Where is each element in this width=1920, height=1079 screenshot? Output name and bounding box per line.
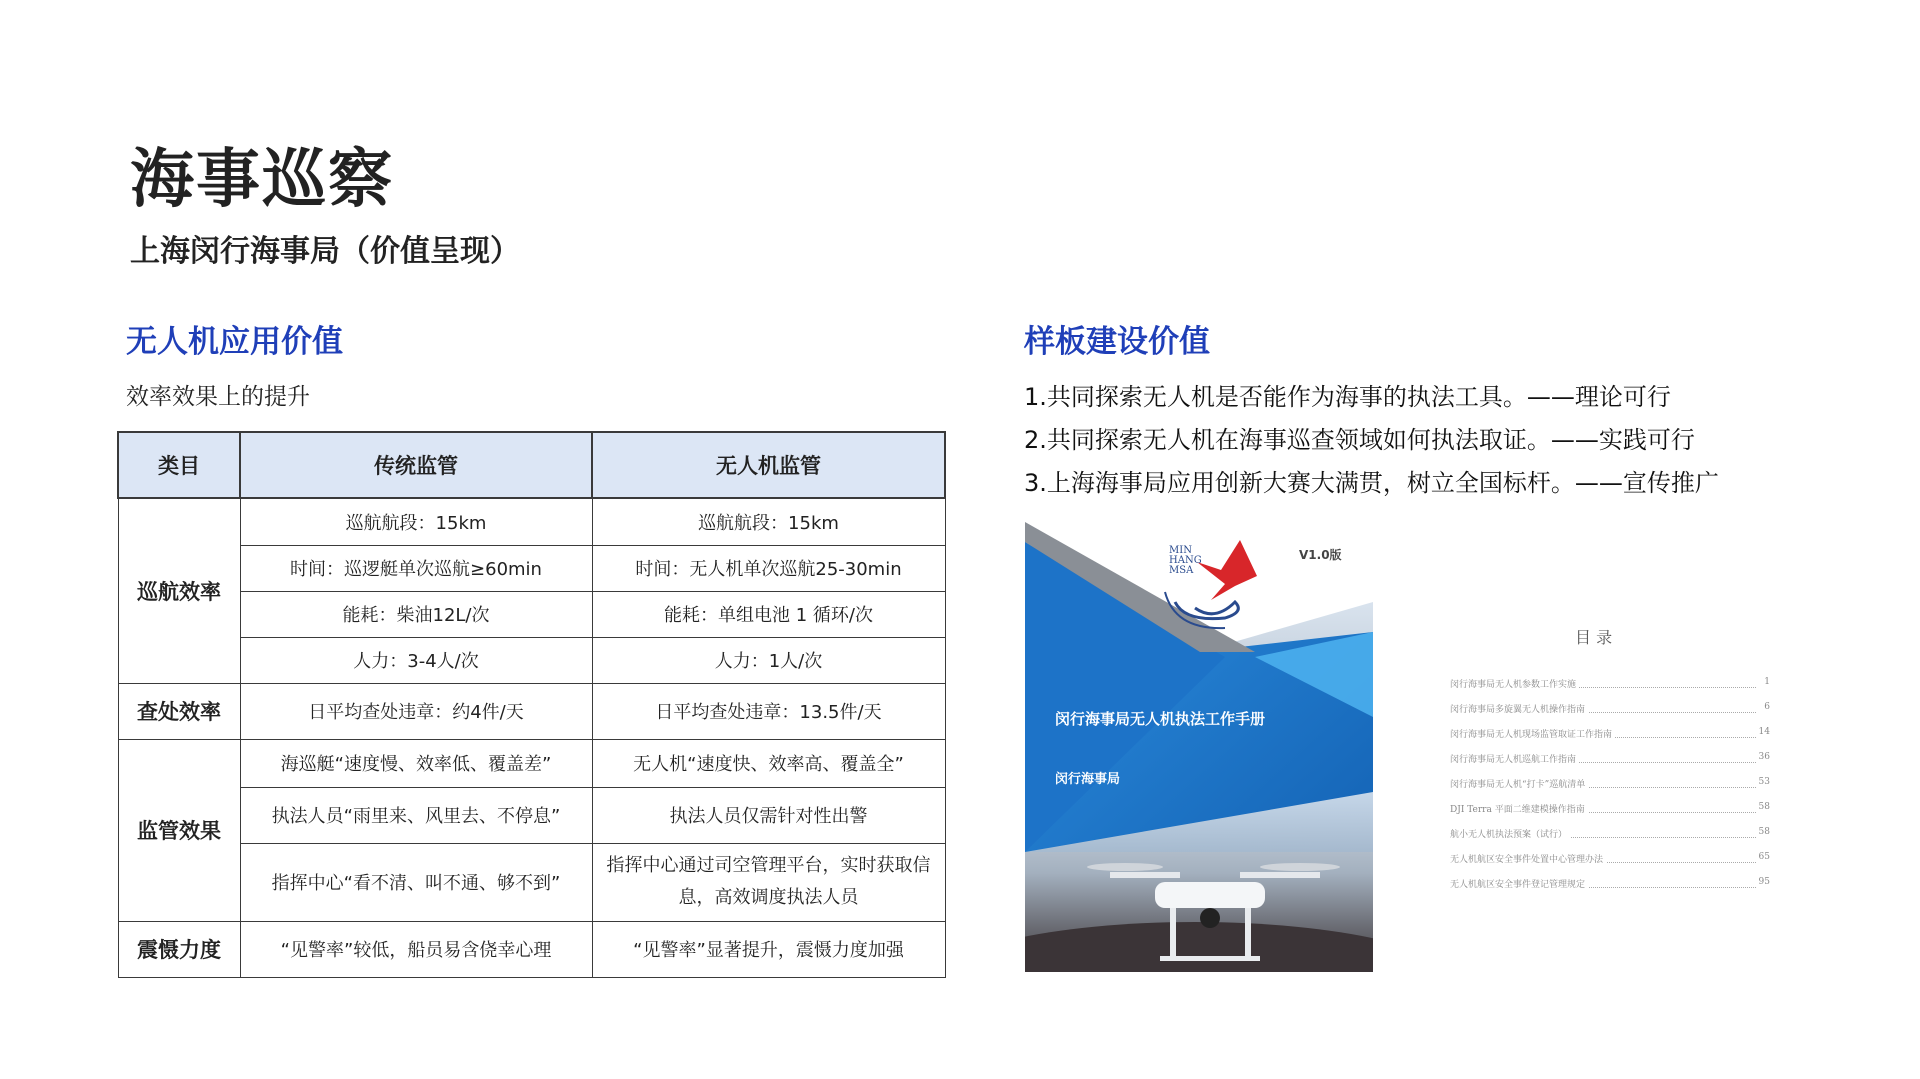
table-row	[118, 637, 945, 683]
list-item: 3.上海海事局应用创新大赛大满贯，树立全国标杆。——宣传推广	[1024, 469, 1719, 497]
category-cell: 震慑力度	[118, 921, 240, 977]
table-header-cell: 传统监管	[240, 432, 592, 498]
toc-entry: 航小无人机执法预案（试行） 58	[1450, 827, 1770, 840]
table-cell: 时间：巡逻艇单次巡航≥60min	[240, 545, 592, 591]
manual-title: 闵行海事局无人机执法工作手册	[1055, 710, 1266, 728]
toc-entry: 闵行海事局无人机巡航工作指南 36	[1450, 752, 1770, 765]
table-row	[118, 498, 945, 545]
section-heading-uav-value: 无人机应用价值	[126, 324, 343, 360]
table-cell: “见警率”较低，船员易含侥幸心理	[240, 921, 592, 977]
list-item: 1.共同探索无人机是否能作为海事的执法工具。——理论可行	[1024, 383, 1671, 411]
category-cell: 查处效率	[118, 683, 240, 739]
category-cell: 巡航效率	[118, 498, 240, 683]
page-title: 海事巡察	[130, 143, 394, 217]
toc-heading: 目 录	[1575, 628, 1613, 647]
table-row	[118, 683, 945, 739]
table-cell: 日平均查处违章：约4件/天	[240, 683, 592, 739]
table-cell: 巡航航段：15km	[240, 498, 592, 545]
value-list	[1024, 376, 1719, 505]
table-cell: 人力：3-4人/次	[240, 637, 592, 683]
toc-entry: 闵行海事局无人机“打卡”巡航清单 53	[1450, 777, 1770, 790]
table-row	[118, 739, 945, 787]
table-cell: 日平均查处违章：13.5件/天	[592, 683, 945, 739]
table-cell: 无人机“速度快、效率高、覆盖全”	[592, 739, 945, 787]
page-subtitle: 上海闵行海事局（价值呈现）	[130, 234, 520, 269]
table-row	[118, 843, 945, 921]
table-cell: 执法人员仅需针对性出警	[592, 787, 945, 843]
table-header-row	[118, 432, 945, 498]
table-header-cell: 类目	[118, 432, 240, 498]
manual-cover-image	[1025, 522, 1373, 972]
table-cell: 能耗：柴油12L/次	[240, 591, 592, 637]
table-cell: 指挥中心“看不清、叫不通、够不到”	[240, 843, 592, 921]
manual-version: V1.0版	[1299, 548, 1342, 562]
table-cell: 指挥中心通过司空管理平台，实时获取信息，高效调度执法人员	[592, 843, 945, 921]
table-cell: 执法人员“雨里来、风里去、不停息”	[240, 787, 592, 843]
section-subheading: 效率效果上的提升	[126, 384, 310, 410]
table-cell: 人力：1人/次	[592, 637, 945, 683]
list-item: 2.共同探索无人机在海事巡查领域如何执法取证。——实践可行	[1024, 426, 1695, 454]
manual-toc	[1440, 600, 1785, 910]
category-cell: 监管效果	[118, 739, 240, 921]
table-header-cell: 无人机监管	[592, 432, 945, 498]
toc-entry: 无人机航区安全事件处置中心管理办法 65	[1450, 852, 1770, 865]
comparison-table	[117, 431, 946, 978]
msa-logo-text: MIN HANG MSA	[1169, 545, 1202, 576]
section-heading-template-value: 样板建设价值	[1024, 324, 1210, 360]
table-cell: 能耗：单组电池 1 循环/次	[592, 591, 945, 637]
toc-entry: 闵行海事局多旋翼无人机操作指南 6	[1450, 702, 1770, 715]
table-row	[118, 787, 945, 843]
table-cell: 海巡艇“速度慢、效率低、覆盖差”	[240, 739, 592, 787]
toc-entry: 闵行海事局无人机现场监管取证工作指南 14	[1450, 727, 1770, 740]
table-row	[118, 921, 945, 977]
table-row	[118, 591, 945, 637]
table-cell: “见警率”显著提升，震慑力度加强	[592, 921, 945, 977]
table-row	[118, 545, 945, 591]
toc-entry: DJI Terra 平面二维建模操作指南 58	[1450, 802, 1770, 815]
toc-entry: 无人机航区安全事件登记管理规定 95	[1450, 877, 1770, 890]
manual-publisher: 闵行海事局	[1055, 772, 1121, 787]
toc-entry: 闵行海事局无人机参数工作实施 1	[1450, 677, 1770, 690]
table-cell: 巡航航段：15km	[592, 498, 945, 545]
table-cell: 时间：无人机单次巡航25-30min	[592, 545, 945, 591]
